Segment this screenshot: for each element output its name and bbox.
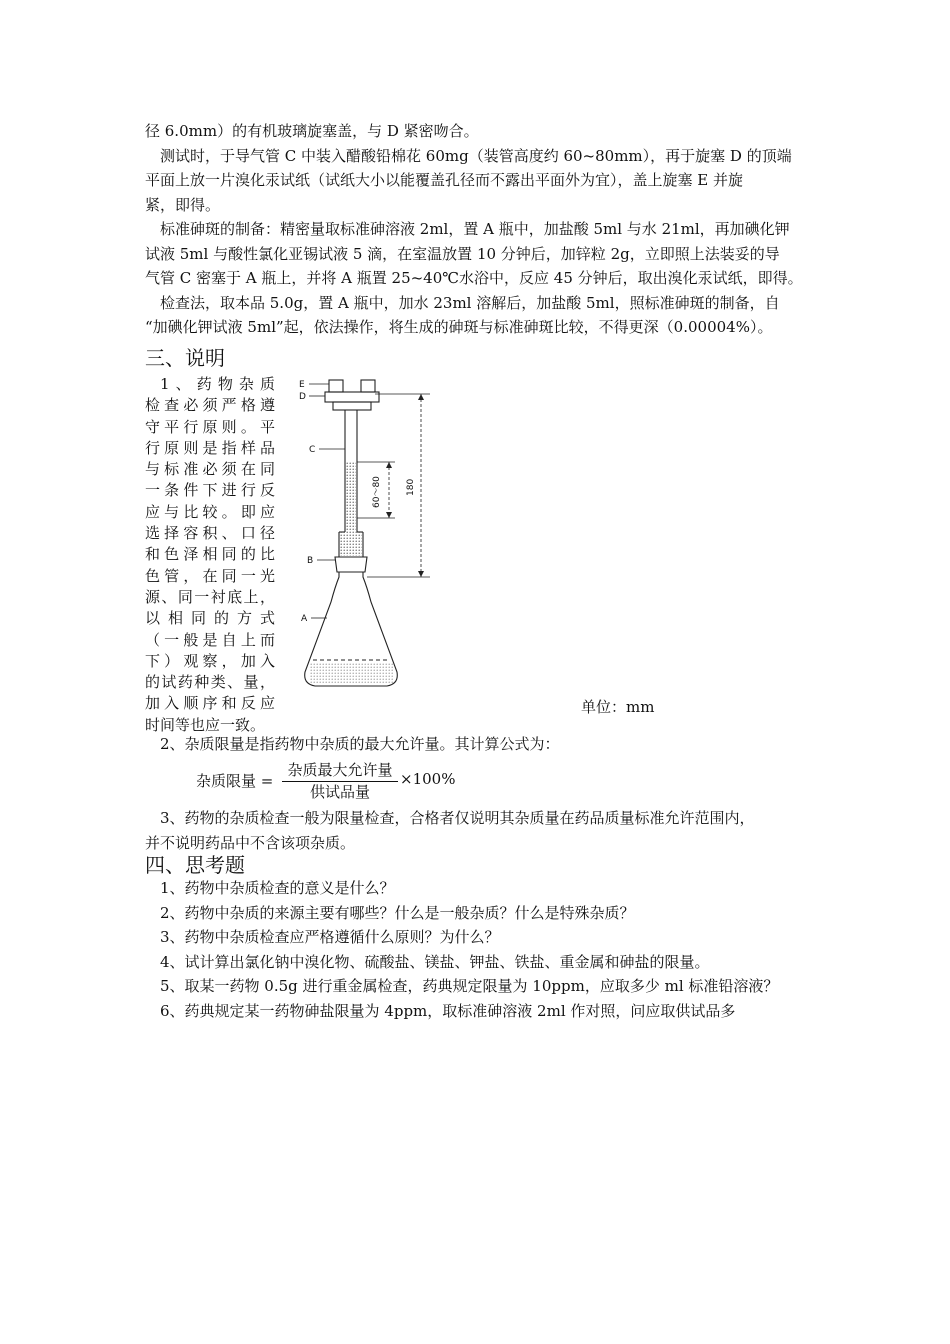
stopper-collar (333, 402, 371, 410)
stopper-b (335, 557, 367, 572)
list-item: 6、药典规定某一药物砷盐限量为 4ppm，取标准砷溶液 2ml 作对照，问应取供试品多 (160, 1001, 736, 1020)
text-line: 标准砷斑的制备：精密量取标准砷溶液 2ml，置 A 瓶中，加盐酸 5ml 与水 21ml，再加碘化钾 (160, 220, 790, 238)
text-line: 时间等也应一致。 (145, 715, 266, 734)
label-a: A (301, 614, 308, 624)
label-b: B (307, 556, 314, 566)
stopper-e-right (361, 380, 375, 392)
text-line: “加碘化钾试液 5ml”起，依法操作，将生成的砷斑与标准砷斑比较，不得更深（0.00004%）。 (145, 318, 773, 336)
lead-acetate-cotton (346, 462, 356, 532)
text-line: 检查必须严格遵 (145, 396, 275, 415)
text-line: 平面上放一片溴化汞试纸（试纸大小以能覆盖孔径而不露出平面外为宜），盖上旋塞 E 并旋 (145, 171, 743, 189)
list-item: 5、取某一药物 0.5g 进行重金属检查，药典规定限量为 10ppm，应取多少 ml 标准铅溶液？ (160, 977, 779, 995)
text-line: （一般是自上而 (145, 630, 275, 649)
formula-rhs: ×100% (400, 770, 456, 788)
label-e: E (299, 380, 305, 390)
dim-60-80: 60～80 (372, 476, 382, 508)
text-line: 行原则是指样品 (145, 438, 275, 457)
intro-text (145, 119, 810, 340)
section-heading-4: 四、思考题 (145, 853, 245, 877)
text-line: 检查法，取本品 5.0g，置 A 瓶中，加水 23ml 溶解后，加盐酸 5ml，照标准砷斑的制备，自 (160, 293, 780, 312)
section-heading-3: 三、说明 (145, 346, 225, 370)
stopper-e-left (329, 380, 343, 392)
formula-numerator: 杂质最大允许量 (282, 760, 398, 782)
text-line: 色管，在同一光 (145, 566, 275, 585)
text-line: 3、药物的杂质检查一般为限量检查，合格者仅说明其杂质量在药品质量标准允许范围内， (160, 809, 755, 827)
text-line: 守平行原则。平 (145, 417, 275, 436)
text-line: 选择容积、口径 (145, 524, 275, 543)
text-line: 紧，即得。 (145, 195, 221, 214)
text-line: 1、药物杂质 (160, 375, 275, 393)
formula-denominator: 供试品量 (309, 783, 370, 801)
list-item: 4、试计算出氯化钠中溴化物、硫酸盐、镁盐、钾盐、铁盐、重金属和砷盐的限量。 (160, 952, 710, 971)
tube-bottom-fill (340, 532, 362, 556)
text-line: 应与比较。即应 (145, 502, 275, 521)
text-line: 的试药种类、量， (145, 673, 275, 692)
list-item: 1、药物中杂质检查的意义是什么？ (160, 879, 395, 897)
label-c: C (309, 445, 316, 455)
text-line: 气管 C 密塞于 A 瓶上，并将 A 瓶置 25~40℃水浴中，反应 45 分钟后，取出溴化汞试纸，即得。 (145, 269, 803, 287)
formula-lhs: 杂质限量 = (196, 772, 274, 790)
item2-text (145, 732, 825, 757)
item3-text (145, 806, 810, 855)
text-line: 并不说明药品中不含该项杂质。 (145, 833, 356, 852)
unit-label: 单位：mm (581, 698, 655, 716)
dim-180: 180 (406, 478, 416, 496)
text-line: 与标准必须在同 (145, 460, 275, 479)
text-line: 加入顺序和反应 (145, 694, 275, 713)
stopper-d (325, 392, 379, 402)
formula-fraction (282, 760, 398, 802)
text-line: 2、杂质限量是指药物中杂质的最大允许量。其计算公式为： (160, 735, 560, 753)
text-line: 径 6.0mm）的有机玻璃旋塞盖，与 D 紧密吻合。 (145, 122, 479, 140)
arsenic-apparatus-diagram (295, 372, 445, 702)
item1-text (145, 374, 275, 736)
solution-fill (309, 662, 393, 684)
text-line: 下）观察，加入 (145, 651, 275, 670)
label-d: D (299, 392, 306, 402)
text-line: 以相同的方式 (145, 609, 275, 628)
text-line: 一条件下进行反 (145, 481, 275, 500)
text-line: 测试时，于导气管 C 中装入醋酸铅棉花 60mg（装管高度约 60~80mm），再于旋塞 D 的顶端 (160, 146, 792, 165)
question-list (145, 876, 810, 1023)
list-item: 3、药物中杂质检查应严格遵循什么原则？为什么？ (160, 928, 500, 946)
text-line: 试液 5ml 与酸性氯化亚锡试液 5 滴，在室温放置 10 分钟后，加锌粒 2g，立即照上法装妥的导 (145, 244, 780, 263)
list-item: 2、药物中杂质的来源主要有哪些？什么是一般杂质？什么是特殊杂质？ (160, 903, 635, 922)
text-line: 源、同一衬底上， (145, 587, 275, 606)
text-line: 和色泽相同的比 (145, 545, 275, 564)
